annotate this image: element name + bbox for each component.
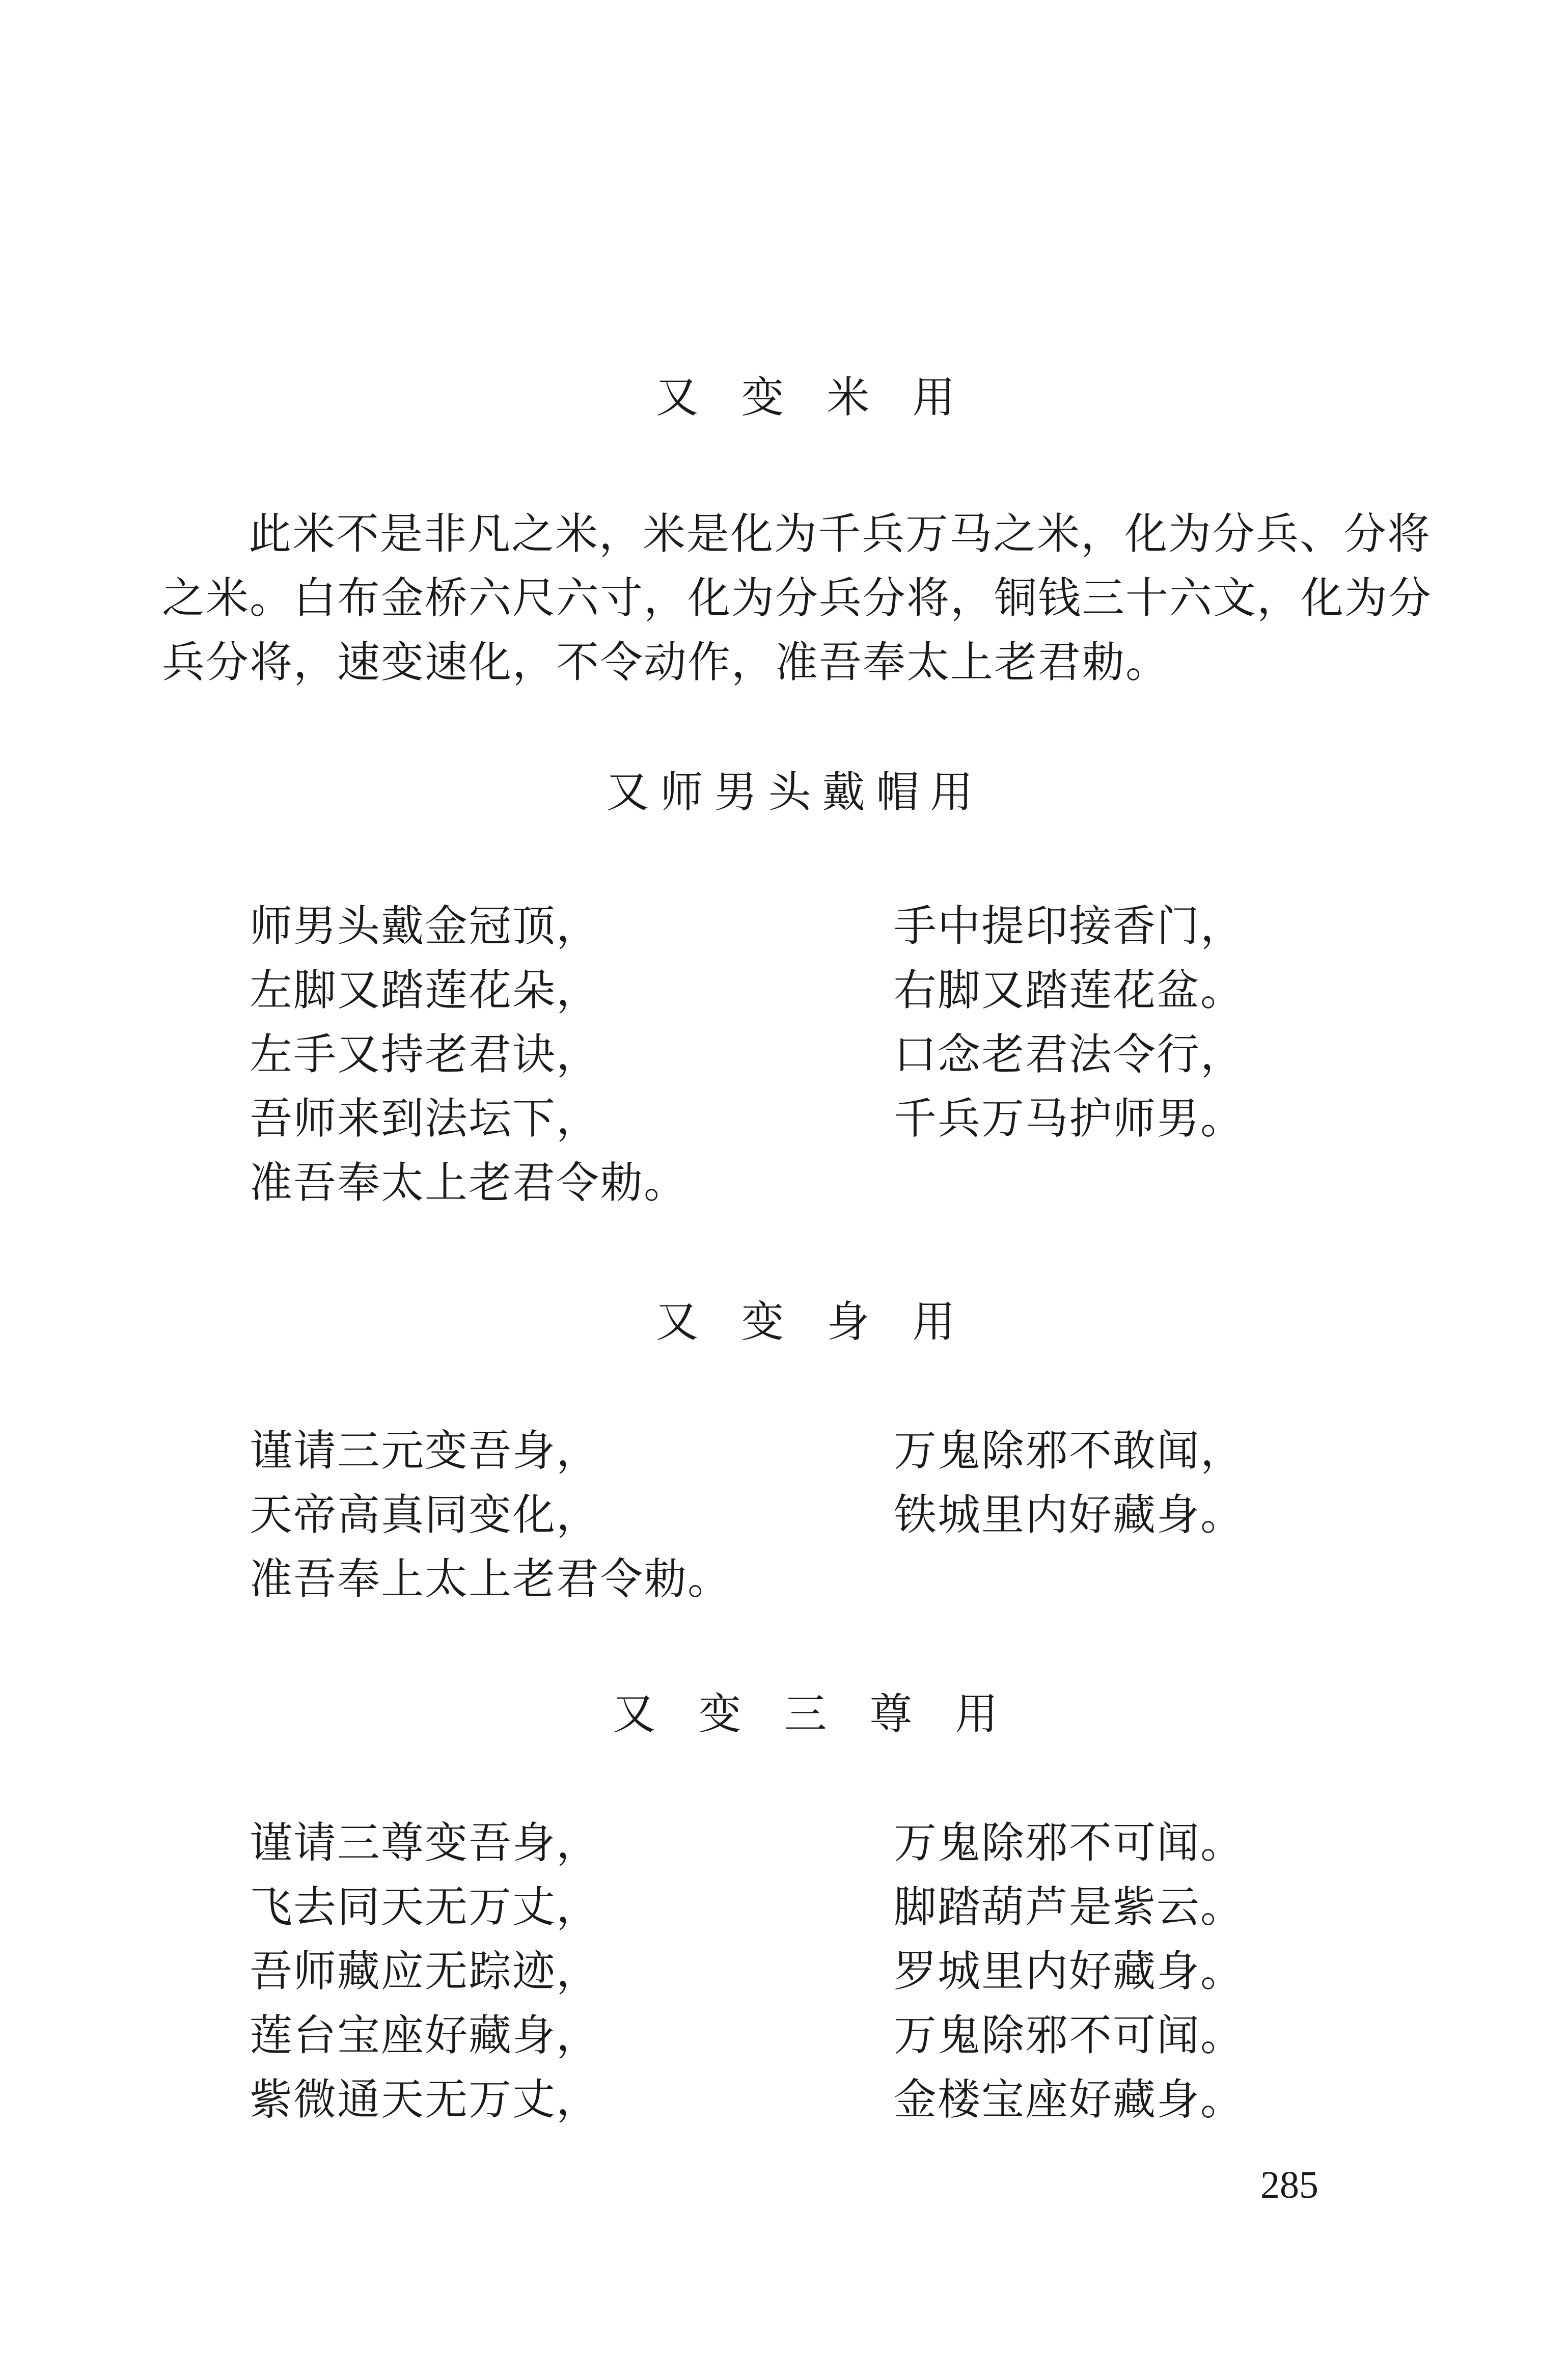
verse-line-left: 师男头戴金冠顶，: [250, 901, 600, 951]
verse-row: [250, 1547, 1370, 1611]
section-title-three-venerables: 又变三尊用: [613, 1689, 1041, 1739]
verse-line-right: [894, 1151, 1352, 1215]
verse-row: [250, 894, 1370, 958]
verse-line-right: 脚踏葫芦是紫云。: [894, 1882, 1245, 1932]
rice-incantation-paragraph: [162, 502, 1433, 694]
verse-line-right: 右脚又踏莲花盆。: [894, 965, 1245, 1015]
three-venerables-verse: [250, 1811, 1370, 2132]
verse-line-right: 金楼宝座好藏身。: [894, 2075, 1245, 2124]
verse-line-left: 紫微通天无万丈，: [250, 2075, 600, 2124]
verse-line-right: 铁城里内好藏身。: [894, 1490, 1245, 1540]
section-title-hat-wearing: 又师男头戴帽用: [606, 767, 984, 817]
paragraph-line: 之米。白布金桥六尺六寸，化为分兵分将，铜钱三十六文，化为分: [162, 573, 1433, 623]
hat-wearing-verse: [250, 894, 1370, 1215]
verse-row: [250, 1418, 1370, 1483]
verse-line-right: 万鬼除邪不可闻。: [894, 1818, 1245, 1868]
page-number: 285: [1260, 2164, 1318, 2206]
verse-row: [250, 1811, 1370, 1875]
verse-row: [250, 1086, 1370, 1151]
paragraph-line: 此米不是非凡之米，米是化为千兵万马之米，化为分兵、分将: [249, 509, 1432, 559]
verse-line-right: 口念老君法令行，: [894, 1029, 1245, 1079]
section-title-rice-transformation: 又变米用: [655, 372, 998, 422]
verse-line-left: 准吾奉上太上老君令勅。: [250, 1554, 732, 1604]
verse-line-left: 谨请三尊变吾身，: [250, 1818, 600, 1868]
verse-row: [250, 1151, 1370, 1215]
verse-line-left: 飞去同天无万丈，: [250, 1882, 600, 1932]
verse-line-left: 吾师来到法坛下，: [250, 1094, 600, 1143]
body-transformation-verse: [250, 1418, 1370, 1611]
verse-row: [250, 2003, 1370, 2067]
verse-row: [250, 1022, 1370, 1086]
verse-line-right: 罗城里内好藏身。: [894, 1946, 1245, 1996]
verse-line-right: [894, 1547, 1352, 1611]
verse-line-left: 谨请三元变吾身，: [250, 1426, 600, 1476]
verse-row: [250, 1939, 1370, 2003]
verse-line-left: 天帝高真同变化，: [250, 1490, 600, 1540]
verse-row: [250, 958, 1370, 1022]
verse-line-left: 吾师藏应无踪迹，: [250, 1946, 600, 1996]
verse-line-right: 万鬼除邪不可闻。: [894, 2010, 1245, 2060]
section-title-body-transformation: 又变身用: [655, 1297, 998, 1347]
verse-line-left: 左脚又踏莲花朵，: [250, 965, 600, 1015]
verse-line-right: 手中提印接香门，: [894, 901, 1245, 951]
verse-line-right: 千兵万马护师男。: [894, 1094, 1245, 1143]
verse-row: [250, 1875, 1370, 1939]
verse-line-left: 准吾奉太上老君令勅。: [250, 1158, 688, 1208]
verse-row: [250, 2067, 1370, 2132]
verse-line-left: 莲台宝座好藏身，: [250, 2010, 600, 2060]
paragraph-line: 兵分将，速变速化，不令动作，准吾奉太上老君勅。: [162, 637, 1170, 687]
verse-line-left: 左手又持老君诀，: [250, 1029, 600, 1079]
verse-line-right: 万鬼除邪不敢闻，: [894, 1426, 1245, 1476]
verse-row: [250, 1483, 1370, 1547]
